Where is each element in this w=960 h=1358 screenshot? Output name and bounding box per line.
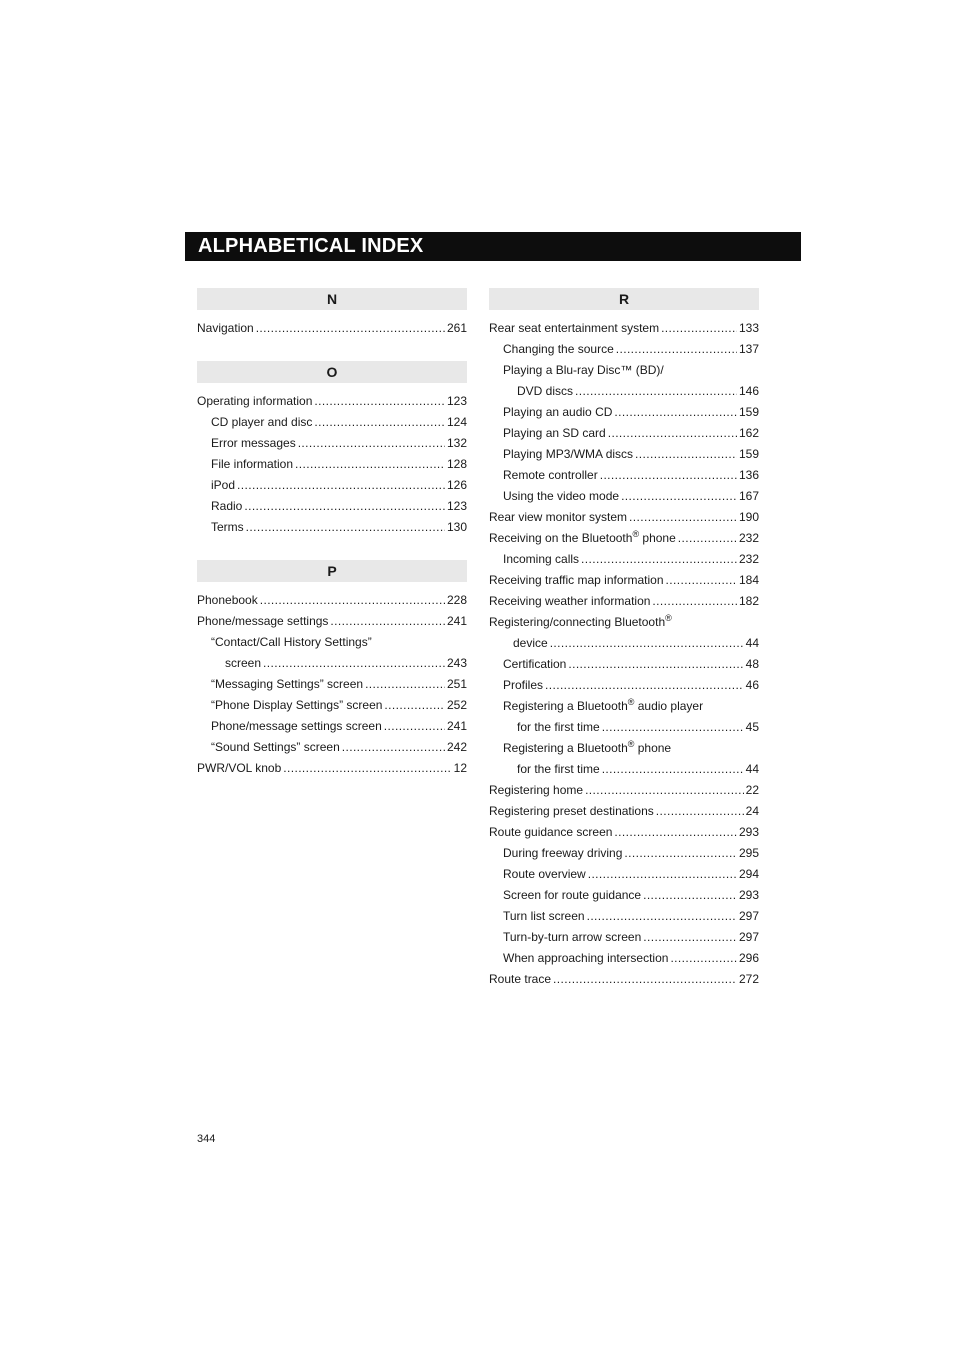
index-subentry-error-messages[interactable]: Error messages ..... 132	[197, 433, 467, 454]
index-subentry-register-phone[interactable]: Registering a Bluetooth® phone	[503, 739, 672, 755]
header-bar	[185, 232, 801, 261]
index-subentry-playing-sd-card[interactable]: Playing an SD card ..... 162	[489, 423, 759, 444]
index-entry-rear-seat-entertainment[interactable]: Rear seat entertainment system ..... 133	[489, 318, 759, 339]
section-head-p: P	[197, 560, 467, 582]
index-entry-route-trace[interactable]: Route trace ..... 272	[489, 969, 759, 990]
index-entry-receiving-bluetooth-phone[interactable]: Receiving on the Bluetooth® phone ..... 232	[489, 528, 759, 549]
index-subentry-playing-audio-cd[interactable]: Playing an audio CD ..... 159	[489, 402, 759, 423]
page-number: 344	[197, 1133, 216, 1145]
index-subentry-playing-mp3[interactable]: Playing MP3/WMA discs ..... 159	[489, 444, 759, 465]
index-subentry-phone-message-settings-screen[interactable]: Phone/message settings screen ..... 241	[197, 716, 467, 737]
index-subentry-register-audio-player-cont[interactable]: for the first time ..... 45	[489, 717, 759, 738]
index-subentry-certification[interactable]: Certification ..... 48	[489, 654, 759, 675]
section-head-r: R	[489, 288, 759, 310]
index-subentry-video-mode[interactable]: Using the video mode ..... 167	[489, 486, 759, 507]
index-entry-registering-bluetooth-cont[interactable]: device ..... 44	[489, 633, 759, 654]
index-subentry-cd-player[interactable]: CD player and disc ..... 124	[197, 412, 467, 433]
index-entry-pwr-vol-knob[interactable]: PWR/VOL knob ..... 12	[197, 758, 467, 779]
index-entry-traffic-map[interactable]: Receiving traffic map information ..... 184	[489, 570, 759, 591]
index-subentry-terms[interactable]: Terms ..... 130	[197, 517, 467, 538]
index-subentry-playing-bluray[interactable]: Playing a Blu-ray Disc™ (BD)/	[503, 363, 664, 377]
index-subentry-contact-call-history[interactable]: “Contact/Call History Settings”	[211, 635, 372, 649]
index-subentry-messaging-settings[interactable]: “Messaging Settings” screen ..... 251	[197, 674, 467, 695]
index-subentry-playing-bluray-cont[interactable]: DVD discs ..... 146	[489, 381, 759, 402]
index-subentry-turn-by-turn[interactable]: Turn-by-turn arrow screen ..... 297	[489, 927, 759, 948]
index-subentry-register-audio-player[interactable]: Registering a Bluetooth® audio player	[503, 697, 704, 713]
index-subentry-ipod[interactable]: iPod ..... 126	[197, 475, 467, 496]
index-entry-registering-bluetooth[interactable]: Registering/connecting Bluetooth®	[489, 613, 672, 629]
section-p-entries	[197, 582, 467, 779]
index-entry-preset-destinations[interactable]: Registering preset destinations ..... 24	[489, 801, 759, 822]
index-entry-registering-home[interactable]: Registering home ..... 22	[489, 780, 759, 801]
index-subentry-remote-controller[interactable]: Remote controller ..... 136	[489, 465, 759, 486]
section-o-entries	[197, 383, 467, 538]
index-subentry-contact-call-history-cont[interactable]: screen ..... 243	[197, 653, 467, 674]
right-column	[489, 288, 759, 990]
index-subentry-changing-source[interactable]: Changing the source ..... 137	[489, 339, 759, 360]
index-subentry-radio[interactable]: Radio ..... 123	[197, 496, 467, 517]
index-entry-rear-view-monitor[interactable]: Rear view monitor system ..... 190	[489, 507, 759, 528]
index-subentry-sound-settings[interactable]: “Sound Settings” screen ..... 242	[197, 737, 467, 758]
index-subentry-route-overview[interactable]: Route overview ..... 294	[489, 864, 759, 885]
index-subentry-phone-display-settings[interactable]: “Phone Display Settings” screen ..... 252	[197, 695, 467, 716]
index-subentry-incoming-calls[interactable]: Incoming calls ..... 232	[489, 549, 759, 570]
index-entry-operating-information[interactable]: Operating information ..... 123	[197, 391, 467, 412]
index-entry-weather-information[interactable]: Receiving weather information ..... 182	[489, 591, 759, 612]
index-entry-route-guidance-screen[interactable]: Route guidance screen ..... 293	[489, 822, 759, 843]
index-entry-phone-message-settings[interactable]: Phone/message settings ..... 241	[197, 611, 467, 632]
section-head-n: N	[197, 288, 467, 310]
index-entry-navigation[interactable]: Navigation ..... 261	[197, 318, 467, 339]
left-column	[197, 288, 467, 779]
index-subentry-register-phone-cont[interactable]: for the first time ..... 44	[489, 759, 759, 780]
index-subentry-profiles[interactable]: Profiles ..... 46	[489, 675, 759, 696]
index-subentry-approaching-intersection[interactable]: When approaching intersection ..... 296	[489, 948, 759, 969]
index-subentry-freeway-driving[interactable]: During freeway driving ..... 295	[489, 843, 759, 864]
index-subentry-screen-route-guidance[interactable]: Screen for route guidance ..... 293	[489, 885, 759, 906]
index-entry-phonebook[interactable]: Phonebook ..... 228	[197, 590, 467, 611]
index-subentry-turn-list[interactable]: Turn list screen ..... 297	[489, 906, 759, 927]
section-n-entries	[197, 310, 467, 339]
section-r-entries	[489, 310, 759, 990]
section-head-o: O	[197, 361, 467, 383]
page-title: ALPHABETICAL INDEX	[198, 235, 424, 257]
index-subentry-file-information[interactable]: File information ..... 128	[197, 454, 467, 475]
